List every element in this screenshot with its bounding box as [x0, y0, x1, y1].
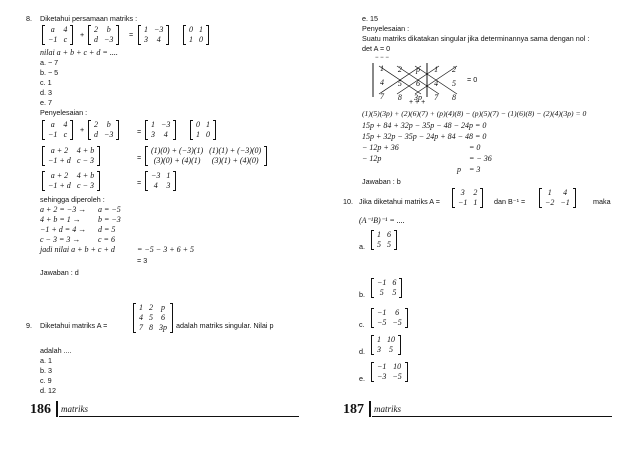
q10-option-d-label: d. [359, 347, 365, 356]
right-page [319, 0, 638, 452]
q9-question-text: Diketahui matriks A = [40, 321, 108, 330]
q8-derive-3-left: −1 + d = 4 → [40, 225, 87, 234]
q8-jadi-text: jadi nilai a + b + c + d [40, 245, 115, 254]
q9-ask: adalah .... [40, 346, 72, 355]
q9-option-c: c. 9 [40, 376, 52, 385]
q10-matrix-a: 3 2 −1 1 [452, 188, 483, 208]
det-step-3: 15p + 32p − 35p − 24p + 84 − 48 = 0 [362, 132, 487, 141]
q8-sol-matrix-2: 2 b d −3 [88, 120, 119, 140]
q8-question-text: Diketahui persamaan matriks : [40, 14, 138, 23]
q8-ask: nilai a + b + c + d = .... [40, 48, 118, 57]
det-expansion: (1)(5)(3p) + (2)(6)(7) + (p)(4)(8) − (p)(5)(7) − (1)(6)(8) − (2)(4)(3p) = 0 [362, 109, 587, 118]
footer-rule-left [59, 416, 299, 417]
footer-divider-right [369, 401, 371, 417]
q8-sol-matrix-1: a 4 −1 c [42, 120, 73, 140]
q9-answer: Jawaban : b [362, 177, 401, 186]
q10-option-a-label: a. [359, 242, 365, 251]
q10-text-c: maka [593, 197, 611, 206]
footer-divider-left [56, 401, 58, 417]
q10-option-b-matrix: −1 6 5 5 [371, 278, 402, 298]
det-step-5-right: = − 36 [469, 154, 492, 163]
q10-option-b-label: b. [359, 290, 365, 299]
q8-plus-sign: + [80, 30, 85, 39]
q8-option-a: a. − 7 [40, 58, 59, 67]
q8-derive-2-left: 4 + b = 1 → [40, 215, 81, 224]
q8-sol-plus: + [80, 125, 85, 134]
det-step-5-left: − 12p [362, 154, 382, 163]
q8-result-matrix: −3 1 4 3 [145, 171, 176, 191]
q9-matrix-a: 1 2 p 4 5 6 7 8 3p [133, 303, 173, 333]
q8-jadi-result: = 3 [137, 256, 148, 265]
q10-ask: (A⁻¹B)⁻¹ = .... [359, 216, 405, 225]
q9-number: 9. [26, 321, 32, 330]
sarrus-plus-signs: + + + [409, 99, 426, 106]
q8-matrix-3: 1 −3 3 4 [138, 25, 169, 45]
q8-sol-equals-3: = [137, 178, 142, 187]
page-number-right: 187 [343, 402, 364, 417]
q8-option-c: c. 1 [40, 78, 52, 87]
q8-jadi-value: = −5 − 3 + 6 + 5 [137, 245, 194, 254]
q8-derive-2-right: b = −3 [98, 215, 121, 224]
sarrus-equals-zero: = 0 [467, 75, 478, 84]
det-step-4-left: − 12p + 36 [362, 143, 399, 152]
q8-sol-equals-2: = [137, 153, 142, 162]
det-step-4-right: = 0 [469, 143, 481, 152]
q8-sum-matrix-2: a + 2 4 + b −1 + d c − 3 [42, 171, 100, 191]
page-number-left: 186 [30, 402, 51, 417]
sarrus-diagram [371, 62, 463, 102]
q8-product-matrix: (1)(0) + (−3)(1) (1)(1) + (−3)(0) (3)(0) + (4)(1) (3)(1) + (4)(0) [145, 146, 267, 166]
q10-number: 10. [343, 197, 353, 206]
q10-text-a: Jika diketahui matriks A = [359, 197, 440, 206]
q8-sol-equals-1: = [137, 127, 142, 136]
det-step-6-left: p [457, 165, 461, 174]
q8-solution-heading: Penyelesaian : [40, 108, 88, 117]
q9-question-text-2: adalah matriks singular. Nilai p [176, 321, 274, 330]
q8-number: 8. [26, 14, 32, 23]
q10-option-c-label: c. [359, 320, 365, 329]
q10-option-d-matrix: 1 10 3 5 [371, 335, 401, 355]
q10-option-c-matrix: −1 6 −5 −5 [371, 308, 408, 328]
q10-matrix-b-inverse: 1 4 −2 −1 [539, 188, 576, 208]
q8-since-text: sehingga diperoleh : [40, 195, 105, 204]
q8-sol-matrix-4: 0 1 1 0 [190, 120, 216, 140]
q9-singular-note: Suatu matriks dikatakan singular jika determinannya sama dengan nol : [362, 34, 590, 43]
q8-sum-matrix: a + 2 4 + b −1 + d c − 3 [42, 146, 100, 166]
sarrus-grid: 1 2 p 1 2 4 5 6 4 5 7 8 3p 7 8 [379, 64, 457, 102]
q8-matrix-1: a 4 −1 c [42, 25, 73, 45]
q9-option-d: d. 12 [40, 386, 56, 395]
q10-option-e-matrix: −1 10 −3 −5 [371, 362, 408, 382]
q8-answer: Jawaban : d [40, 268, 79, 277]
det-step-6-right: = 3 [469, 165, 481, 174]
q9-det-eq: det A = 0 [362, 44, 391, 53]
q9-option-b: b. 3 [40, 366, 52, 375]
q8-matrix-2: 2 b d −3 [88, 25, 119, 45]
q8-sol-matrix-3: 1 −3 3 4 [145, 120, 176, 140]
footer-label-left: matriks [61, 404, 88, 414]
footer-rule-right [372, 416, 612, 417]
q8-derive-1-right: a = −5 [98, 205, 121, 214]
q9-solution-heading: Penyelesaian : [362, 24, 410, 33]
q8-option-b: b. − 5 [40, 68, 59, 77]
q9-option-a: a. 1 [40, 356, 52, 365]
q8-derive-1-left: a + 2 = −3 → [40, 205, 87, 214]
q10-option-e-label: e. [359, 374, 365, 383]
det-step-2: 15p + 84 + 32p − 35p − 48 − 24p = 0 [362, 121, 487, 130]
q10-text-b: dan B⁻¹ = [494, 197, 526, 206]
q9-option-e: e. 15 [362, 14, 378, 23]
q10-option-a-matrix: 1 6 5 5 [371, 230, 397, 250]
footer-label-right: matriks [374, 404, 401, 414]
q8-option-d: d. 3 [40, 88, 52, 97]
q8-derive-4-right: c = 6 [98, 235, 115, 244]
q8-matrix-4: 0 1 1 0 [183, 25, 209, 45]
sarrus-minus-signs: − − − [375, 55, 389, 61]
q8-derive-3-right: d = 5 [98, 225, 116, 234]
q8-equals-sign: = [129, 30, 134, 39]
q8-derive-4-left: c − 3 = 3 → [40, 235, 81, 244]
q8-option-e: e. 7 [40, 98, 52, 107]
